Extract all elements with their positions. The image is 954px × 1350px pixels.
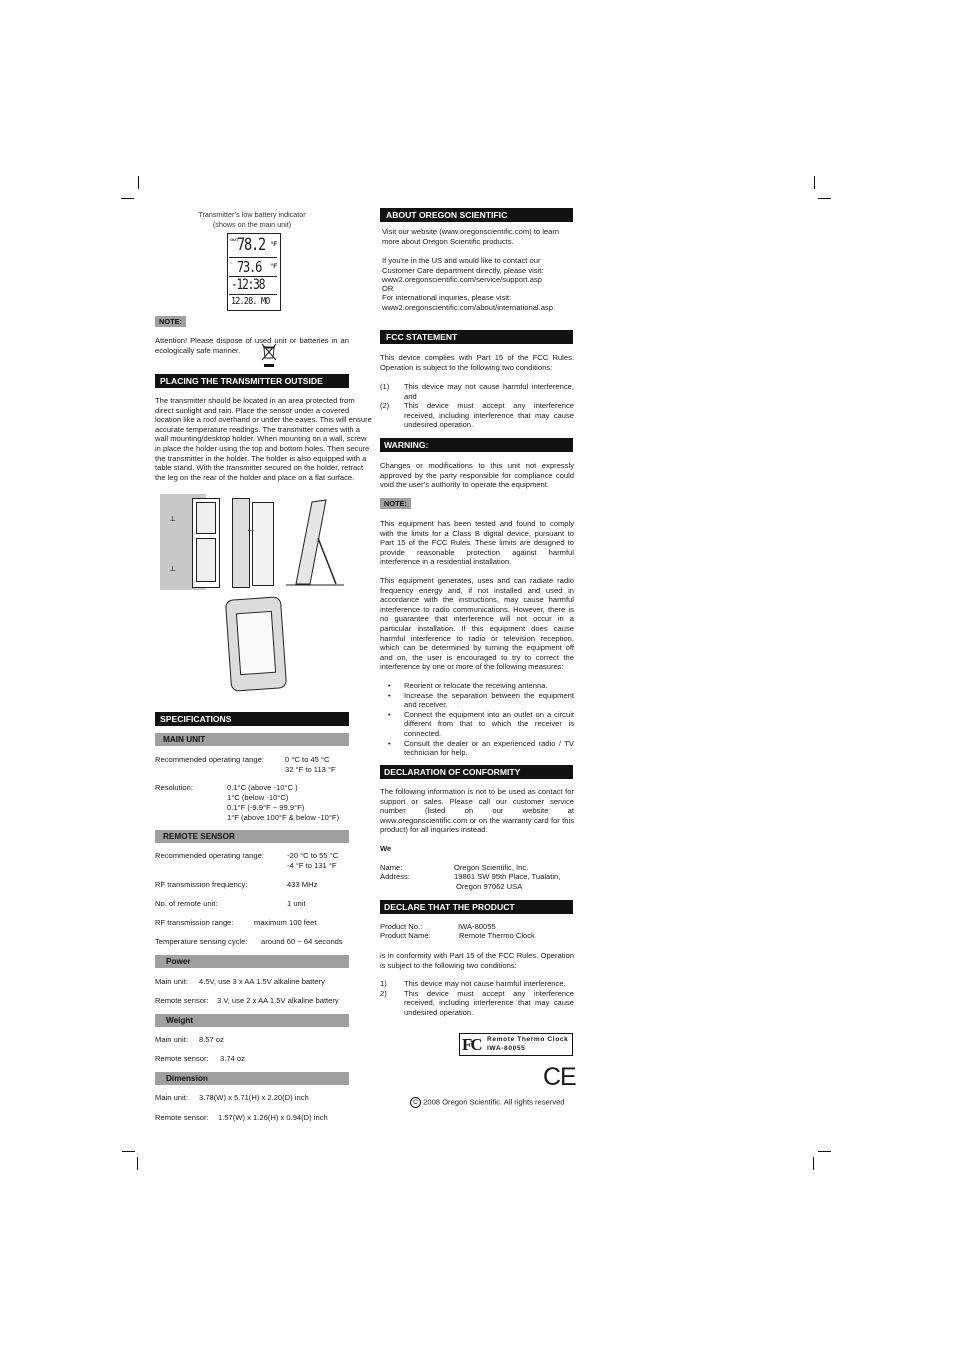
battery-caption-line-1: Transmitter’s low battery indicator <box>198 210 306 219</box>
note-text-1: This equipment has been tested and found to comply with the limits for a Class B digital device, pursuant to Part 15 of the FCC Rules. These limits are designed to provide reasonable protection against harmful interference in a residential installation. <box>380 519 574 567</box>
about-text-1: Visit our website (www.oregonscientific.com) to learn more about Oregon Scientific products. <box>382 227 560 246</box>
left-note-text: Attention! Please dispose of used unit or batteries in an ecologically safe manner. <box>155 336 349 355</box>
main-unit-header: MAIN UNIT <box>155 733 349 746</box>
lcd-row-time <box>229 277 277 295</box>
placing-transmitter-text: The transmitter should be located in an area protected from direct sunlight and rain. Place the sensor under a covered location like a roof overhand or under the eaves. This will ensure accurate temperature readings. The transmitter comes with a wall mounting/desktop holder. When mounting on a wall, screw in place the holder using the top and bottom holes. Then secure the transmitter in the holder. The holder is also equipped with a table stand. With the transmitter secured on the holder, retract the leg on the rear of the holder and place on a flat surface. <box>155 396 372 482</box>
resolution-value-3: 0.1°F (-9.9°F ~ 99.9°F) <box>227 803 305 812</box>
sensing-cycle-value: around 60 ~ 64 seconds <box>261 937 343 946</box>
power-remote-value: 3 V, use 2 x AA 1.5V alkaline battery <box>217 996 339 1005</box>
crop-mark-top-left-h <box>121 198 134 199</box>
crop-mark-top-left-v <box>138 176 139 189</box>
lcd-display-illustration <box>227 233 281 311</box>
declaration-header: DECLARATION OF CONFORMITY <box>380 765 573 779</box>
fcc-condition-2: (2) This device must accept any interference received, including interference that may cause undesired operation. <box>380 401 574 430</box>
declaration-address-label: Address: <box>380 872 410 881</box>
remote-units-label: No. of remote unit: <box>155 899 218 908</box>
battery-caption-line-2: (shows on the main unit) <box>212 219 292 229</box>
power-main-label: Main unit: <box>155 977 188 986</box>
product-name-label: Product Name: <box>380 931 431 940</box>
screw-icon: ⟂ <box>170 514 176 523</box>
lcd-in-unit: °F <box>270 264 277 270</box>
lcd-row-in <box>229 258 277 277</box>
conformity-conditions <box>380 979 574 1017</box>
measure-item: • Increase the separation between the equipment and receiver. <box>380 691 574 710</box>
declaration-we: We <box>380 844 392 853</box>
fcc-logo: FC <box>462 1035 481 1054</box>
lcd-out-label: OUT <box>230 237 239 242</box>
resolution-value-1: 0.1°C (above -10°C ) <box>227 783 298 792</box>
house-icon: ⌂ <box>230 260 233 265</box>
dimension-main-label: Main unit: <box>155 1093 188 1102</box>
declare-product-header: DECLARE THAT THE PRODUCT <box>380 900 573 914</box>
measure-item: • Connect the equipment into an outlet on a circuit different from that to which the receiver is connected. <box>380 710 574 739</box>
lcd-date: 12.28. MO <box>231 296 270 307</box>
product-no-label: Product No.: <box>380 922 423 931</box>
sensing-cycle-label: Temperature sensing cycle: <box>155 937 248 946</box>
declaration-name-label: Name: <box>380 863 403 872</box>
fcc-statement-header: FCC STATEMENT <box>380 330 573 344</box>
about-header: ABOUT OREGON SCIENTIFIC <box>380 208 573 222</box>
measure-item: • Reorient or relocate the receiving antenna. <box>380 681 574 691</box>
dimension-main-value: 3.78(W) x 5.71(H) x 2.20(D) inch <box>199 1093 309 1102</box>
right-note-label: NOTE: <box>380 498 411 509</box>
dimension-remote-label: Remote sensor: <box>155 1113 209 1122</box>
main-unit-range-c: 0 °C to 45 °C <box>285 755 330 764</box>
declaration-address-line-2: Oregon 97062 USA <box>456 882 523 891</box>
remote-sensor-header: REMOTE SENSOR <box>155 830 349 843</box>
fcc-intro: This device complies with Part 15 of the FCC Rules. Operation is subject to the following two conditions: <box>380 353 574 372</box>
fcc-label-box <box>459 1033 573 1056</box>
copyright-text: 2008 Oregon Scientific. All rights reserved <box>423 1097 565 1107</box>
about-url-us: www2.oregonscientific.com/service/support.asp <box>382 275 542 284</box>
main-unit-illustration <box>226 596 288 692</box>
resolution-value-4: 1°F (above 100°F & below -10°F) <box>227 813 340 822</box>
crop-mark-bottom-right-h <box>818 1151 831 1152</box>
holder-side-illustration <box>230 496 278 588</box>
lcd-row-out <box>229 235 277 258</box>
warning-text: Changes or modifications to this unit not expressly approved by the party responsible for compliance could void the user’s authority to operate the equipment. <box>380 461 574 490</box>
crop-mark-bottom-right-v <box>813 1157 814 1170</box>
weight-remote-value: 3.74 oz <box>220 1054 245 1063</box>
lcd-in-temp: 73.6 <box>237 258 262 276</box>
weight-main-value: 8.57 oz <box>199 1035 224 1044</box>
power-main-value: 4.5V, use 3 x AA 1.5V alkaline battery <box>199 977 325 986</box>
crop-mark-bottom-left-h <box>122 1151 135 1152</box>
weight-main-label: Main unit: <box>155 1035 188 1044</box>
warning-header: WARNING: <box>380 438 573 452</box>
declaration-address-line-1: 19861 SW 95th Place, Tualatin, <box>454 872 561 881</box>
wall-mount-illustration <box>160 494 220 590</box>
note-text-2: This equipment generates, uses and can radiate radio frequency energy and, if not installed and used in accordance with the instructions, may cause harmful interference to radio communications. However, there is no guarantee that interference will not occur in a particular installation. If this equipment does cause harmful interference to radio or television reception, which can be determined by turning the equipment off and on, the user is encouraged to try to correct the interference by one or more of the following measures: <box>380 576 574 672</box>
fcc-box-line-2: IWA-80055 <box>487 1045 526 1052</box>
fcc-conditions <box>380 382 574 430</box>
rf-frequency-value: 433 MHz <box>287 880 318 889</box>
screw-icon: ⟂ <box>170 564 176 573</box>
about-url-intl: www2.oregonscientific.com/about/international.asp. <box>382 303 556 312</box>
declaration-name-value: Oregon Scientific, Inc. <box>454 863 529 872</box>
fcc-condition-1: (1) This device may not cause harmful interference, and <box>380 382 574 401</box>
conformity-condition-1: 1) This device may not cause harmful interference. <box>380 979 566 988</box>
remote-range-c: -20 °C to 55 °C <box>287 851 339 860</box>
table-stand-illustration <box>286 498 344 588</box>
rf-range-value: maximum 100 feet <box>254 918 317 927</box>
conformity-text: is in conformity with Part 15 of the FCC Rules. Operation is subject to the following two conditions: <box>380 951 574 970</box>
fcc-box-line-1: Remote Thermo Clock <box>487 1036 569 1043</box>
ce-mark: CE <box>543 1063 576 1091</box>
weight-header: Weight <box>155 1014 349 1027</box>
about-text-3: For international inquiries, please visit: <box>382 293 512 302</box>
resolution-value-2: 1°C (below -10°C) <box>227 793 289 802</box>
power-header: Power <box>155 955 349 968</box>
rf-frequency-label: RF transmission frequency: <box>155 880 248 889</box>
main-unit-range-f: 32 °F to 113 °F <box>285 765 336 774</box>
remote-units-value: 1 unit <box>287 899 306 908</box>
declaration-text: The following information is not to be used as contact for support or sales. Please call our customer service number (listed on our website at www.oregonscientific.com or on the warranty card for this product) for all inquiries instead. <box>380 787 574 835</box>
measures-list <box>380 681 574 758</box>
power-remote-label: Remote sensor: <box>155 996 209 1005</box>
remote-range-label: Recommended operating range: <box>155 851 264 860</box>
dimension-header: Dimension <box>155 1072 349 1085</box>
placing-transmitter-header: PLACING THE TRANSMITTER OUTSIDE <box>155 374 349 388</box>
product-name-value: Remote Thermo Clock <box>459 931 535 940</box>
lcd-out-unit: °F <box>270 242 277 248</box>
arrow-icon: ← <box>246 524 256 535</box>
main-unit-range-label: Recommended operating range: <box>155 755 264 764</box>
about-text-2: If you're in the US and would like to contact our Customer Care department directly, please visit: <box>382 256 544 275</box>
lcd-time: -12:38 <box>231 277 265 293</box>
conformity-condition-2: 2) This device must accept any interference received, including interference that may cause undesired operation. <box>380 988 574 1017</box>
left-note-label: NOTE: <box>155 316 186 327</box>
measure-item: • Consult the dealer or an experienced radio / TV technician for help. <box>380 739 574 758</box>
remote-range-f: -4 °F to 131 °F <box>287 861 337 870</box>
crop-mark-top-right-v <box>814 176 815 189</box>
lcd-out-temp: 78.2 <box>237 235 265 255</box>
resolution-label: Resolution: <box>155 783 193 792</box>
about-or: OR <box>382 284 394 293</box>
weight-remote-label: Remote sensor: <box>155 1054 209 1063</box>
rf-range-label: RF transmission range: <box>155 918 234 927</box>
crop-mark-bottom-left-v <box>137 1157 138 1170</box>
specifications-header: SPECIFICATIONS <box>155 712 349 726</box>
copyright-line <box>410 1097 565 1108</box>
crop-mark-top-right-h <box>818 198 831 199</box>
copyright-icon: C <box>410 1097 421 1108</box>
product-no-value: IWA-80055 <box>458 922 496 931</box>
lcd-row-date <box>229 295 277 308</box>
recycle-bin-crossed-icon <box>261 343 277 369</box>
dimension-remote-value: 1.57(W) x 1.26(H) x 0.94(D) inch <box>218 1113 328 1122</box>
battery-caption <box>170 210 334 229</box>
